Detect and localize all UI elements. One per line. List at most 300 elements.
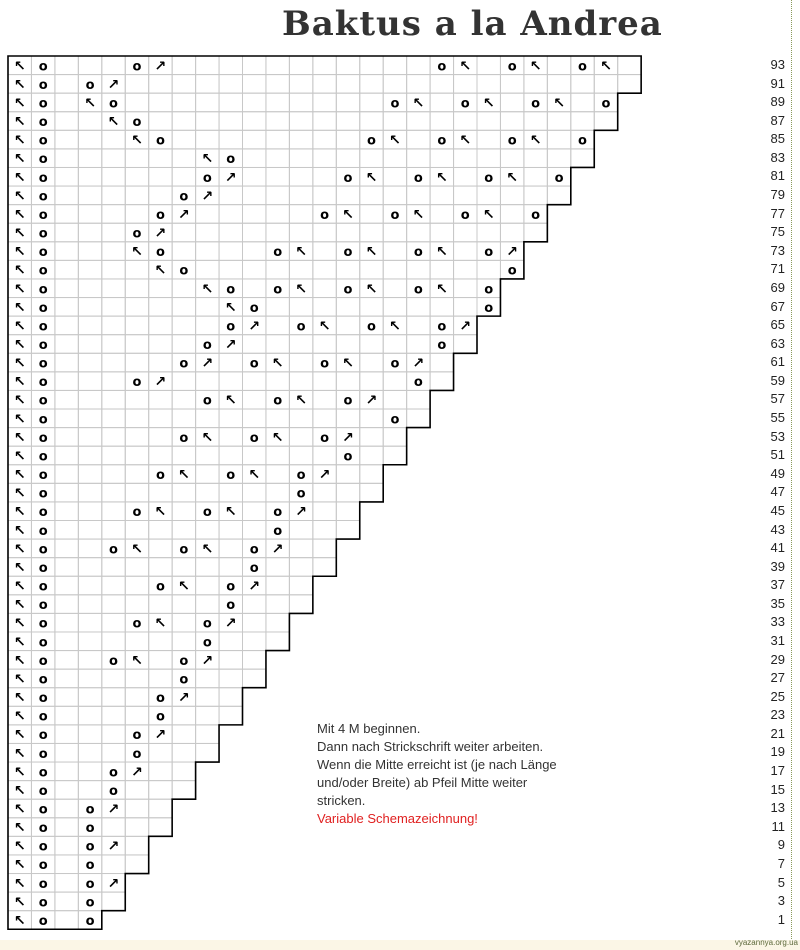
chart-cell xyxy=(196,112,219,131)
chart-cell xyxy=(172,56,195,75)
left-decrease-symbol: ↖ xyxy=(13,281,26,298)
row-number: 53 xyxy=(770,428,785,444)
chart-cell xyxy=(219,353,242,372)
chart-cell xyxy=(219,558,242,577)
yarn-over-symbol: o xyxy=(109,783,118,799)
row-number: 39 xyxy=(770,558,785,574)
row-number: 31 xyxy=(770,632,785,648)
row-number: 27 xyxy=(770,670,785,686)
left-decrease-symbol: ↖ xyxy=(13,894,26,911)
yarn-over-symbol: o xyxy=(343,282,353,298)
yarn-over-symbol: o xyxy=(179,672,189,688)
left-decrease-symbol: ↖ xyxy=(154,504,167,521)
left-decrease-symbol: ↖ xyxy=(13,504,26,521)
instruction-line: stricken. xyxy=(317,793,366,808)
yarn-over-symbol: o xyxy=(413,282,423,298)
chart-cell xyxy=(524,167,547,186)
chart-cell xyxy=(336,56,359,75)
left-decrease-symbol: ↖ xyxy=(13,188,26,205)
chart-cell xyxy=(78,558,101,577)
chart-cell xyxy=(78,372,101,391)
left-decrease-symbol: ↖ xyxy=(13,95,26,112)
chart-cell xyxy=(55,818,78,837)
left-decrease-symbol: ↖ xyxy=(600,58,612,75)
row-number: 89 xyxy=(770,94,785,110)
chart-cell xyxy=(383,186,406,205)
chart-cell xyxy=(102,743,125,762)
chart-cell xyxy=(149,521,172,540)
chart-cell xyxy=(219,446,242,465)
chart-cell xyxy=(243,242,266,261)
row-number: 7 xyxy=(777,855,785,871)
chart-cell xyxy=(243,669,266,688)
chart-cell xyxy=(313,372,336,391)
chart-cell xyxy=(102,223,125,242)
chart-cell xyxy=(55,390,78,409)
chart-cell xyxy=(477,56,500,75)
row-number: 91 xyxy=(770,75,785,91)
left-decrease-symbol: ↖ xyxy=(178,578,190,595)
chart-cell xyxy=(383,167,406,186)
chart-cell xyxy=(407,56,430,75)
left-decrease-symbol: ↖ xyxy=(482,95,495,112)
chart-cell xyxy=(243,651,266,670)
chart-cell xyxy=(219,539,242,558)
chart-cell xyxy=(454,279,477,298)
chart-cell xyxy=(383,242,406,261)
chart-cell xyxy=(196,483,219,502)
row-number: 3 xyxy=(777,893,785,909)
chart-cell xyxy=(125,632,148,651)
chart-cell xyxy=(172,316,195,335)
chart-cell xyxy=(78,465,101,484)
left-decrease-symbol: ↖ xyxy=(271,429,284,446)
chart-cell xyxy=(172,762,195,781)
right-decrease-symbol: ↗ xyxy=(248,578,261,595)
chart-cell xyxy=(454,335,477,354)
yarn-over-symbol: o xyxy=(437,133,447,149)
left-decrease-symbol: ↖ xyxy=(13,206,26,223)
chart-cell xyxy=(289,205,312,224)
chart-cell xyxy=(547,75,570,94)
chart-cell xyxy=(78,651,101,670)
chart-cell xyxy=(172,298,195,317)
left-decrease-symbol: ↖ xyxy=(389,318,401,335)
right-decrease-symbol: ↗ xyxy=(412,355,425,372)
chart-cell xyxy=(266,316,289,335)
row-number: 79 xyxy=(770,187,785,203)
row-number: 65 xyxy=(770,317,785,333)
chart-cell xyxy=(125,335,148,354)
chart-cell xyxy=(125,205,148,224)
left-decrease-symbol: ↖ xyxy=(412,206,425,223)
chart-cell xyxy=(102,892,125,911)
chart-cell xyxy=(125,298,148,317)
yarn-over-symbol: o xyxy=(320,207,330,223)
chart-cell xyxy=(336,502,359,521)
chart-cell xyxy=(454,298,477,317)
left-decrease-symbol: ↖ xyxy=(248,467,261,484)
yarn-over-symbol: o xyxy=(85,913,95,929)
left-decrease-symbol: ↖ xyxy=(224,392,237,409)
chart-cell xyxy=(477,149,500,168)
chart-cell xyxy=(125,149,148,168)
chart-cell xyxy=(289,428,312,447)
yarn-over-symbol: o xyxy=(155,133,165,149)
chart-cell xyxy=(172,112,195,131)
left-decrease-symbol: ↖ xyxy=(13,429,26,446)
yarn-over-symbol: o xyxy=(249,430,259,446)
chart-cell xyxy=(313,279,336,298)
instruction-line: Dann nach Strickschrift weiter arbeiten. xyxy=(317,739,544,754)
chart-cell xyxy=(407,75,430,94)
right-decrease-symbol: ↗ xyxy=(224,169,237,186)
left-decrease-symbol: ↖ xyxy=(13,801,26,818)
chart-cell xyxy=(102,502,125,521)
chart-cell xyxy=(289,167,312,186)
left-decrease-symbol: ↖ xyxy=(553,95,565,112)
chart-cell xyxy=(336,298,359,317)
chart-cell xyxy=(78,353,101,372)
yarn-over-symbol: o xyxy=(38,115,48,131)
row-number: 73 xyxy=(770,242,785,258)
chart-cell xyxy=(196,521,219,540)
chart-cell xyxy=(125,167,148,186)
chart-cell xyxy=(149,316,172,335)
yarn-over-symbol: o xyxy=(390,96,400,112)
yarn-over-symbol: o xyxy=(38,821,48,837)
yarn-over-symbol: o xyxy=(273,245,283,261)
yarn-over-symbol: o xyxy=(226,152,236,168)
left-decrease-symbol: ↖ xyxy=(13,467,26,484)
chart-cell xyxy=(547,56,570,75)
chart-cell xyxy=(125,558,148,577)
yarn-over-symbol: o xyxy=(249,542,259,558)
chart-cell xyxy=(477,186,500,205)
chart-cell xyxy=(243,335,266,354)
chart-cell xyxy=(196,465,219,484)
chart-cell xyxy=(266,149,289,168)
chart-cell xyxy=(196,372,219,391)
chart-cell xyxy=(336,149,359,168)
margin-divider xyxy=(791,0,792,945)
chart-cell xyxy=(219,409,242,428)
chart-cell xyxy=(149,743,172,762)
instruction-line: Wenn die Mitte erreicht ist (je nach Länge xyxy=(317,757,557,772)
left-decrease-symbol: ↖ xyxy=(13,634,26,651)
chart-cell xyxy=(266,465,289,484)
chart-cell xyxy=(125,93,148,112)
yarn-over-symbol: o xyxy=(390,356,400,372)
yarn-over-symbol: o xyxy=(202,393,212,409)
chart-cell xyxy=(55,93,78,112)
chart-cell xyxy=(172,130,195,149)
left-decrease-symbol: ↖ xyxy=(13,875,26,892)
chart-cell xyxy=(336,130,359,149)
chart-cell xyxy=(477,75,500,94)
chart-cell xyxy=(289,558,312,577)
chart-cell xyxy=(243,93,266,112)
yarn-over-symbol: o xyxy=(531,96,541,112)
chart-cell xyxy=(102,669,125,688)
chart-cell xyxy=(430,75,453,94)
chart-cell xyxy=(196,669,219,688)
chart-cell xyxy=(149,595,172,614)
yarn-over-symbol: o xyxy=(38,616,48,632)
chart-cell xyxy=(102,335,125,354)
chart-cell xyxy=(55,669,78,688)
chart-cell xyxy=(243,205,266,224)
yarn-over-symbol: o xyxy=(38,282,48,298)
left-decrease-symbol: ↖ xyxy=(13,374,26,391)
chart-cell xyxy=(243,75,266,94)
chart-cell xyxy=(55,260,78,279)
chart-cell xyxy=(125,483,148,502)
chart-cell xyxy=(172,446,195,465)
chart-cell xyxy=(219,669,242,688)
chart-cell xyxy=(336,483,359,502)
yarn-over-symbol: o xyxy=(320,356,330,372)
left-decrease-symbol: ↖ xyxy=(13,76,26,93)
chart-cell xyxy=(149,75,172,94)
right-decrease-symbol: ↗ xyxy=(201,188,214,205)
left-decrease-symbol: ↖ xyxy=(13,485,26,502)
chart-cell xyxy=(407,316,430,335)
chart-cell xyxy=(125,75,148,94)
left-decrease-symbol: ↖ xyxy=(365,169,378,186)
yarn-over-symbol: o xyxy=(367,133,376,149)
chart-cell xyxy=(149,669,172,688)
row-number: 81 xyxy=(770,168,785,184)
yarn-over-symbol: o xyxy=(38,245,48,261)
yarn-over-symbol: o xyxy=(38,746,48,762)
yarn-over-symbol: o xyxy=(38,59,48,75)
chart-cell xyxy=(243,223,266,242)
yarn-over-symbol: o xyxy=(179,430,189,446)
row-number: 85 xyxy=(770,131,785,147)
chart-cell xyxy=(454,223,477,242)
chart-cell xyxy=(196,409,219,428)
chart-cell xyxy=(524,223,547,242)
chart-cell xyxy=(243,167,266,186)
yarn-over-symbol: o xyxy=(132,505,142,521)
left-decrease-symbol: ↖ xyxy=(13,151,26,168)
chart-cell xyxy=(102,706,125,725)
chart-cell xyxy=(266,632,289,651)
chart-cell xyxy=(547,149,570,168)
chart-cell xyxy=(78,279,101,298)
chart-cell xyxy=(360,223,383,242)
chart-cell xyxy=(383,279,406,298)
yarn-over-symbol: o xyxy=(484,282,494,298)
chart-cell xyxy=(55,372,78,391)
chart-cell xyxy=(360,93,383,112)
chart-cell xyxy=(125,390,148,409)
yarn-over-symbol: o xyxy=(38,672,48,688)
yarn-over-symbol: o xyxy=(601,96,611,112)
chart-cell xyxy=(266,558,289,577)
left-decrease-symbol: ↖ xyxy=(131,541,143,558)
chart-cell xyxy=(78,167,101,186)
row-number: 37 xyxy=(770,577,785,593)
variable-note: Variable Schemazeichnung! xyxy=(317,811,478,826)
yarn-over-symbol: o xyxy=(38,542,48,558)
chart-cell xyxy=(336,316,359,335)
yarn-over-symbol: o xyxy=(531,207,541,223)
yarn-over-symbol: o xyxy=(390,412,400,428)
chart-cell xyxy=(266,372,289,391)
chart-cell xyxy=(219,186,242,205)
right-decrease-symbol: ↗ xyxy=(318,467,331,484)
yarn-over-symbol: o xyxy=(226,598,236,614)
chart-cell xyxy=(196,223,219,242)
chart-cell xyxy=(149,818,172,837)
chart-cell xyxy=(360,446,383,465)
chart-cell xyxy=(336,223,359,242)
chart-cell xyxy=(78,781,101,800)
chart-cell xyxy=(55,632,78,651)
chart-cell xyxy=(125,521,148,540)
chart-cell xyxy=(266,260,289,279)
yarn-over-symbol: o xyxy=(38,895,48,911)
yarn-over-symbol: o xyxy=(296,486,306,502)
chart-cell xyxy=(313,558,336,577)
chart-cell xyxy=(125,279,148,298)
chart-cell xyxy=(78,632,101,651)
chart-cell xyxy=(55,743,78,762)
yarn-over-symbol: o xyxy=(38,189,48,205)
chart-cell xyxy=(149,781,172,800)
chart-cell xyxy=(55,502,78,521)
yarn-over-symbol: o xyxy=(38,783,48,799)
chart-cell xyxy=(78,149,101,168)
left-decrease-symbol: ↖ xyxy=(224,299,237,316)
row-number: 75 xyxy=(770,224,785,240)
yarn-over-symbol: o xyxy=(202,505,212,521)
chart-cell xyxy=(430,112,453,131)
chart-cell xyxy=(55,242,78,261)
chart-cell xyxy=(219,242,242,261)
yarn-over-symbol: o xyxy=(343,393,353,409)
chart-cell xyxy=(102,483,125,502)
chart-cell xyxy=(243,632,266,651)
left-decrease-symbol: ↖ xyxy=(13,578,26,595)
yarn-over-symbol: o xyxy=(38,393,48,409)
chart-cell xyxy=(289,576,312,595)
chart-cell xyxy=(266,335,289,354)
left-decrease-symbol: ↖ xyxy=(13,745,26,762)
yarn-over-symbol: o xyxy=(578,133,587,149)
chart-cell xyxy=(524,112,547,131)
left-decrease-symbol: ↖ xyxy=(295,244,307,261)
chart-cell xyxy=(289,186,312,205)
yarn-over-symbol: o xyxy=(38,226,48,242)
yarn-over-symbol: o xyxy=(179,356,189,372)
chart-cell xyxy=(336,112,359,131)
chart-cell xyxy=(102,353,125,372)
yarn-over-symbol: o xyxy=(38,858,48,874)
yarn-over-symbol: o xyxy=(554,170,564,186)
left-decrease-symbol: ↖ xyxy=(13,262,26,279)
instruction-line: und/oder Breite) ab Pfeil Mitte weiter xyxy=(317,775,528,790)
yarn-over-symbol: o xyxy=(38,96,48,112)
left-decrease-symbol: ↖ xyxy=(13,727,26,744)
chart-cell xyxy=(243,613,266,632)
row-number: 67 xyxy=(770,298,785,314)
yarn-over-symbol: o xyxy=(132,728,142,744)
chart-cell xyxy=(78,613,101,632)
chart-cell xyxy=(430,353,453,372)
chart-cell xyxy=(172,558,195,577)
chart-cell xyxy=(266,223,289,242)
bottom-strip xyxy=(0,940,800,950)
chart-cell xyxy=(78,130,101,149)
chart-cell xyxy=(102,465,125,484)
chart-cell xyxy=(219,651,242,670)
left-decrease-symbol: ↖ xyxy=(342,355,354,372)
left-decrease-symbol: ↖ xyxy=(201,541,214,558)
chart-cell xyxy=(243,595,266,614)
right-decrease-symbol: ↗ xyxy=(154,727,167,744)
chart-cell xyxy=(430,149,453,168)
left-decrease-symbol: ↖ xyxy=(506,169,519,186)
left-decrease-symbol: ↖ xyxy=(84,95,96,112)
chart-cell xyxy=(243,446,266,465)
chart-cell xyxy=(289,539,312,558)
yarn-over-symbol: o xyxy=(38,486,48,502)
chart-cell xyxy=(149,483,172,502)
chart-cell xyxy=(125,260,148,279)
chart-cell xyxy=(336,75,359,94)
yarn-over-symbol: o xyxy=(38,337,48,353)
chart-cell xyxy=(313,446,336,465)
row-number: 63 xyxy=(770,335,785,351)
chart-cell xyxy=(172,725,195,744)
chart-cell xyxy=(407,390,430,409)
chart-cell xyxy=(219,260,242,279)
chart-cell xyxy=(149,353,172,372)
yarn-over-symbol: o xyxy=(484,300,494,316)
chart-cell xyxy=(289,93,312,112)
chart-cell xyxy=(102,242,125,261)
chart-cell xyxy=(594,112,617,131)
chart-cell xyxy=(383,75,406,94)
chart-cell xyxy=(196,242,219,261)
chart-cell xyxy=(266,613,289,632)
yarn-over-symbol: o xyxy=(507,59,517,75)
left-decrease-symbol: ↖ xyxy=(201,429,214,446)
yarn-over-symbol: o xyxy=(85,802,95,818)
chart-cell xyxy=(547,112,570,131)
chart-cell xyxy=(243,521,266,540)
chart-cell xyxy=(360,335,383,354)
yarn-over-symbol: o xyxy=(155,579,165,595)
left-decrease-symbol: ↖ xyxy=(435,169,448,186)
chart-cell xyxy=(313,186,336,205)
chart-cell xyxy=(125,855,148,874)
chart-cell xyxy=(55,130,78,149)
left-decrease-symbol: ↖ xyxy=(271,355,284,372)
chart-cell xyxy=(172,483,195,502)
left-decrease-symbol: ↖ xyxy=(178,467,190,484)
yarn-over-symbol: o xyxy=(155,468,165,484)
chart-cell xyxy=(196,316,219,335)
chart-cell xyxy=(266,186,289,205)
yarn-over-symbol: o xyxy=(507,133,517,149)
chart-cell xyxy=(571,75,594,94)
chart-cell xyxy=(78,706,101,725)
yarn-over-symbol: o xyxy=(38,356,48,372)
